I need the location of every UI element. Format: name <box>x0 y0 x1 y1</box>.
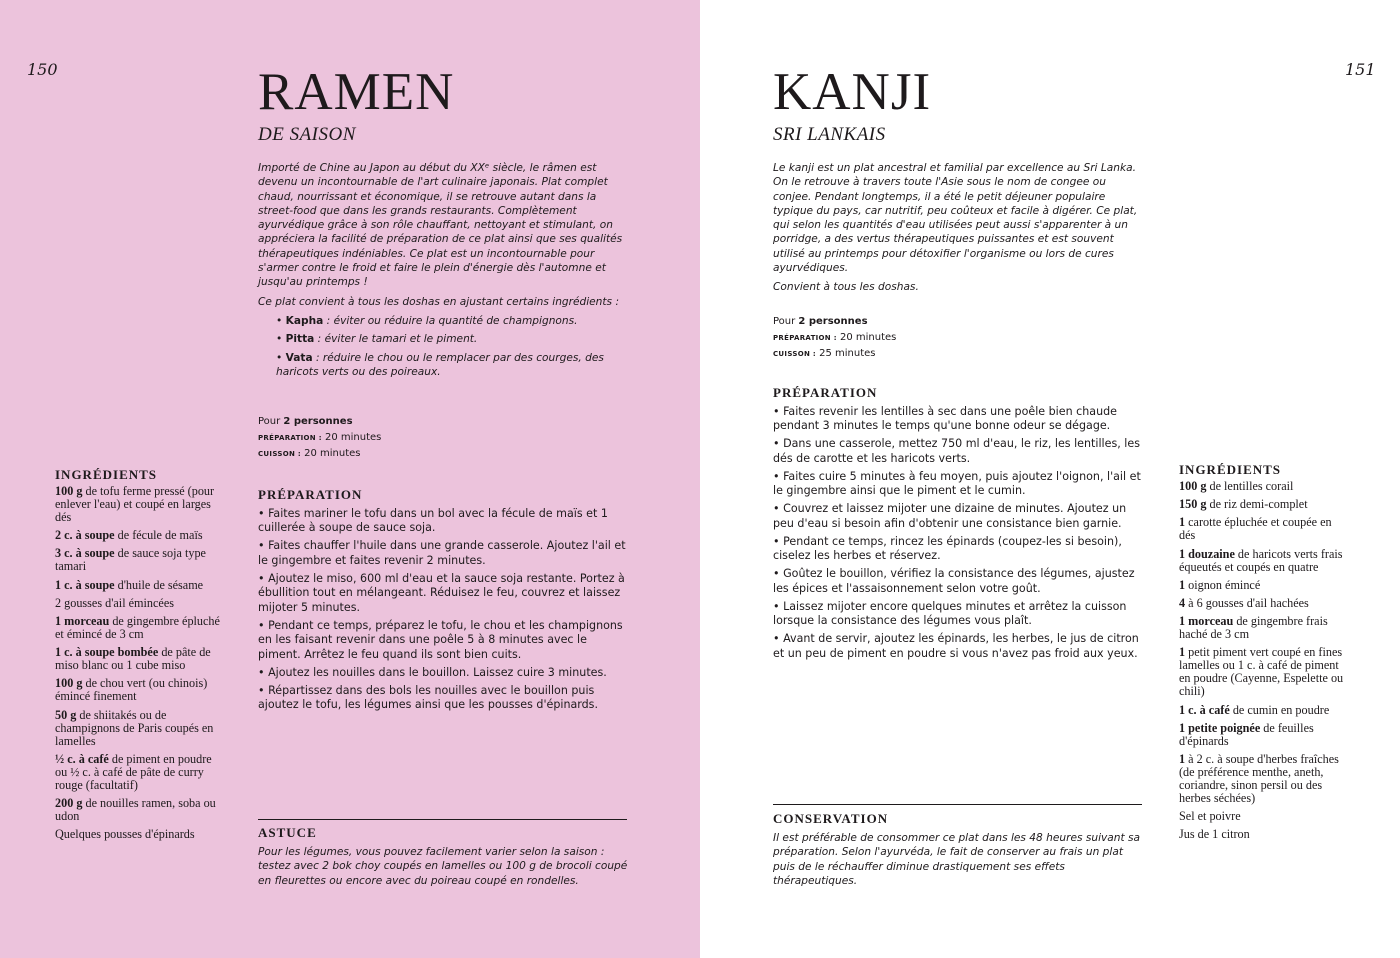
ingredient-text: petit piment vert coupé en fines lamelles ou 1 c. à café de piment en poudre (Cayenne, Espelette ou chili) <box>1179 645 1344 699</box>
ingredient-quantity: 4 <box>1179 595 1186 610</box>
ingredient-text: de piment en poudre ou ½ c. à café de pâte de curry rouge (facultatif) <box>55 751 212 792</box>
ingredients-heading: INGRÉDIENTS <box>55 467 158 482</box>
ingredient-item <box>1179 597 1347 610</box>
ingredient-text: de lentilles corail <box>1206 479 1294 493</box>
ingredient-item <box>1179 646 1347 698</box>
servings-value: 2 personnes <box>798 316 868 327</box>
section-divider <box>258 819 627 820</box>
dosha-text: : éviter le tamari et le piment. <box>314 333 478 346</box>
conservation-text: Il est préférable de consommer ce plat dans les 48 heures suivant sa préparation. Selon l'ayurvéda, le fait de conserver au frais un plat puis de le réchauffer diminue drastiquement ses effets thérapeutiques. <box>773 831 1141 887</box>
cook-label: CUISSON : <box>773 350 816 358</box>
servings-value: 2 personnes <box>283 416 353 427</box>
ingredient-quantity: 50 g <box>55 707 77 722</box>
dosha-item: • Pitta : éviter le tamari et le piment. <box>276 333 478 346</box>
ingredient-item <box>55 677 223 703</box>
prep-time <box>773 330 896 346</box>
ingredient-item <box>1179 753 1347 805</box>
ingredient-quantity: 1 <box>1179 515 1186 530</box>
preparation-heading: PRÉPARATION <box>773 385 878 400</box>
intro-paragraph: Le kanji est un plat ancestral et familial par excellence au Sri Lanka. On le retrouve à travers toute l'Asie sous le nom de congee ou conjee. Pendant longtemps, il a été le petit déjeuner populaire typique du pays, car nutritif, peu coûteux et facile à digérer. Ce plat, qui selon les quantités d'eau utilisées peut aussi s'apparenter à un porridge, a des vertus thérapeutiques puissantes et est souvent utilisé au printemps pour détoxifier l'organisme ou lors de cures ayurvédiques. <box>773 162 1138 275</box>
step: • Faites revenir les lentilles à sec dans une poêle bien chaude pendant 3 minutes le temps qu'une bonne odeur se dégage. <box>773 404 1117 432</box>
intro-paragraph: Importé de Chine au Japon au début du XXᵉ siècle, le râmen est devenu un incontournable de l'art culinaire japonais. Plat complet chaud, nourrissant et économique, il se retrouve autant dans la street-food que dans les grands restaurants. Complètement ayurvédique grâce à son rôle chauffant, nettoyant et stimulant, on appréciera la facilité de préparation de ce plat ainsi que ses qualités thérapeutiques indéniables. Ce plat est un incontournable pour s'armer contre le froid et faire le plein d'énergie dès l'automne et jusqu'au printemps ! <box>258 162 623 289</box>
ingredient-quantity: 3 c. à soupe <box>55 546 115 561</box>
ingredient-quantity: 1 <box>1179 577 1186 592</box>
recipe-subtitle: DE SAISON <box>258 124 356 145</box>
servings <box>773 314 896 330</box>
ingredient-text: de chou vert (ou chinois) émincé finement <box>55 676 208 704</box>
ingredient-text: 2 gousses d'ail émincées <box>55 595 174 610</box>
ingredient-item <box>1179 498 1347 511</box>
ingredient-quantity: 2 c. à soupe <box>55 528 115 543</box>
ingredients-heading: INGRÉDIENTS <box>1179 462 1282 477</box>
prep-value: 20 minutes <box>321 432 382 443</box>
section-divider <box>773 804 1142 805</box>
preparation-section <box>258 488 630 716</box>
ingredient-quantity: 1 morceau <box>55 613 110 628</box>
step: • Faites cuire 5 minutes à feu moyen, puis ajoutez l'oignon, l'ail et le gingembre ainsi que le piment et le cumin. <box>773 469 1141 497</box>
recipe-meta <box>258 414 381 462</box>
ingredient-item <box>55 753 223 792</box>
ingredient-quantity: 1 douzaine <box>1179 546 1235 561</box>
dosha-text: : réduire le chou ou le remplacer par des courges, des haricots verts ou des poireaux. <box>276 351 604 378</box>
ingredient-text: de haricots verts frais équeutés et coupés en quatre <box>1179 546 1343 574</box>
prep-label: PRÉPARATION : <box>258 434 322 442</box>
dosha-text: : éviter ou réduire la quantité de champignons. <box>323 314 578 327</box>
preparation-section <box>773 386 1145 665</box>
step: • Répartissez dans des bols les nouilles avec le bouillon puis ajoutez le tofu, les légumes ainsi que les pousses d'épinards. <box>258 683 598 711</box>
ingredient-item <box>55 828 223 841</box>
ingredient-text: d'huile de sésame <box>114 577 204 592</box>
ingredient-item <box>55 646 223 672</box>
ingredients-section <box>55 468 223 846</box>
dosha-name: Pitta <box>285 333 315 346</box>
prep-label: PRÉPARATION : <box>773 334 837 342</box>
ingredient-quantity: 1 c. à soupe <box>55 577 115 592</box>
ingredient-text: Jus de 1 citron <box>1179 827 1250 842</box>
ingredient-quantity: 150 g <box>1179 497 1207 512</box>
dosha-item: • Kapha : éviter ou réduire la quantité de champignons. <box>276 314 578 327</box>
ingredient-text: carotte épluchée et coupée en dés <box>1179 515 1332 543</box>
servings <box>258 414 381 430</box>
ingredient-item <box>1179 579 1347 592</box>
ingredient-text: Quelques pousses d'épinards <box>55 827 195 842</box>
step: • Ajoutez les nouilles dans le bouillon. Laissez cuire 3 minutes. <box>258 665 607 679</box>
ingredient-text: de fécule de maïs <box>114 528 203 543</box>
ingredient-quantity: 1 c. à café <box>1179 702 1230 717</box>
ingredient-item <box>1179 615 1347 641</box>
ingredient-item <box>1179 828 1347 841</box>
ingredient-quantity: 1 <box>1179 645 1186 660</box>
conservation-box <box>773 812 1145 889</box>
ingredient-text: de sauce soja type tamari <box>55 546 206 574</box>
step: • Avant de servir, ajoutez les épinards, les herbes, le jus de citron et un peu de piment en poudre si vous n'avez pas froid aux yeux. <box>773 632 1139 660</box>
ingredients-section <box>1179 463 1347 846</box>
ingredient-item <box>55 597 223 610</box>
ingredient-item <box>55 615 223 641</box>
step: • Laissez mijoter encore quelques minutes et arrêtez la cuisson lorsque la consistance des légumes vous plaît. <box>773 599 1127 627</box>
servings-prefix: Pour <box>258 416 284 427</box>
ingredient-text: de tofu ferme pressé (pour enlever l'eau) et coupé en larges dés <box>55 484 215 524</box>
ingredient-item <box>55 485 223 524</box>
ingredient-item <box>55 797 223 823</box>
step: • Dans une casserole, mettez 750 ml d'eau, le riz, les lentilles, les dés de carotte et les haricots verts. <box>773 437 1140 465</box>
recipe-intro <box>773 161 1145 300</box>
ingredient-item <box>1179 548 1347 574</box>
ingredient-text: de riz demi-complet <box>1206 497 1308 512</box>
ingredient-quantity: 200 g <box>55 795 83 810</box>
ingredient-quantity: 100 g <box>1179 479 1207 493</box>
ingredient-item <box>55 529 223 542</box>
page-number: 151 <box>1345 60 1376 79</box>
step: • Ajoutez le miso, 600 ml d'eau et la sauce soja restante. Portez à ébullition tout en mélangeant. Réduisez le feu, couvrez et laissez mijoter 5 minutes. <box>258 571 625 614</box>
ingredient-text: de pâte de miso blanc ou 1 cube miso <box>55 645 211 673</box>
conservation-heading: CONSERVATION <box>773 811 889 826</box>
ingredient-quantity: ½ c. à café <box>55 751 109 766</box>
ingredient-text: de cumin en poudre <box>1229 702 1330 717</box>
tip-heading: ASTUCE <box>258 825 317 840</box>
prep-value: 20 minutes <box>836 332 897 343</box>
ingredient-item <box>55 709 223 748</box>
tip-text: Pour les légumes, vous pouvez facilement varier selon la saison : testez avec 2 bok choy coupés en lamelles ou 100 g de brocoli coupé en fleurettes ou encore avec du poireau coupé en rondelles. <box>258 845 628 887</box>
ingredient-text: de gingembre épluché et émincé de 3 cm <box>55 613 220 641</box>
cook-label: CUISSON : <box>258 450 301 458</box>
intro-paragraph: Ce plat convient à tous les doshas en ajustant certains ingrédients : <box>258 295 620 308</box>
intro-paragraph: Convient à tous les doshas. <box>773 281 919 294</box>
prep-time <box>258 430 381 446</box>
ingredient-item <box>1179 722 1347 748</box>
ingredient-item <box>55 547 223 573</box>
ingredient-text: oignon émincé <box>1185 577 1261 592</box>
ingredient-text: Sel et poivre <box>1179 809 1241 824</box>
recipe-intro <box>258 161 630 383</box>
ingredient-text: de shiitakés ou de champignons de Paris coupés en lamelles <box>55 707 214 748</box>
recipe-title: RAMEN <box>258 63 455 121</box>
step: • Pendant ce temps, rincez les épinards (coupez-les si besoin), ciselez les herbes et réservez. <box>773 534 1122 562</box>
ingredient-text: à 2 c. à soupe d'herbes fraîches (de préférence menthe, aneth, coriandre, sinon persil ou des herbes séchées) <box>1179 751 1339 805</box>
ingredient-quantity: 1 <box>1179 751 1186 766</box>
ingredient-text: à 6 gousses d'ail hachées <box>1185 595 1309 610</box>
cook-value: 20 minutes <box>300 448 361 459</box>
dosha-name: Vata <box>285 351 313 364</box>
ingredient-quantity: 1 c. à soupe bombée <box>55 645 159 660</box>
ingredient-text: de gingembre frais haché de 3 cm <box>1179 614 1328 642</box>
tip-box <box>258 826 630 888</box>
ingredient-item <box>1179 480 1347 493</box>
dosha-name: Kapha <box>285 314 324 327</box>
right-page <box>700 0 1400 958</box>
recipe-title: KANJI <box>773 63 932 121</box>
cook-value: 25 minutes <box>815 348 876 359</box>
step: • Goûtez le bouillon, vérifiez la consistance des légumes, ajustez les épices et l'assaisonnement selon votre goût. <box>773 567 1135 595</box>
ingredient-quantity: 100 g <box>55 676 83 691</box>
page-number: 150 <box>27 60 58 79</box>
cook-time <box>773 346 896 362</box>
ingredient-item <box>1179 704 1347 717</box>
recipe-meta <box>773 314 896 362</box>
ingredient-quantity: 100 g <box>55 484 83 498</box>
step: • Pendant ce temps, préparez le tofu, le chou et les champignons en les faisant revenir dans une poêle 5 à 8 minutes avec le piment. Arrêtez le feu quand ils sont bien cuits. <box>258 618 623 661</box>
servings-prefix: Pour <box>773 316 799 327</box>
ingredient-text: de feuilles d'épinards <box>1179 720 1314 748</box>
step: • Faites chauffer l'huile dans une grande casserole. Ajoutez l'ail et le gingembre et faites revenir 2 minutes. <box>258 539 626 567</box>
ingredient-item <box>1179 516 1347 542</box>
dosha-item: • Vata : réduire le chou ou le remplacer par des courges, des haricots verts ou des poireaux. <box>276 351 604 378</box>
ingredient-text: de nouilles ramen, soba ou udon <box>55 795 216 823</box>
cook-time <box>258 446 381 462</box>
preparation-heading: PRÉPARATION <box>258 487 363 502</box>
recipe-subtitle: SRI LANKAIS <box>773 124 886 145</box>
ingredient-item <box>1179 810 1347 823</box>
ingredient-quantity: 1 morceau <box>1179 614 1234 629</box>
step: • Faites mariner le tofu dans un bol avec la fécule de maïs et 1 cuillerée à soupe de sauce soja. <box>258 506 608 534</box>
ingredient-quantity: 1 petite poignée <box>1179 720 1261 735</box>
dosha-list <box>258 314 630 379</box>
ingredient-item <box>55 579 223 592</box>
step: • Couvrez et laissez mijoter une dizaine de minutes. Ajoutez un peu d'eau si besoin afin d'obtenir une consistance bien garnie. <box>773 502 1127 530</box>
